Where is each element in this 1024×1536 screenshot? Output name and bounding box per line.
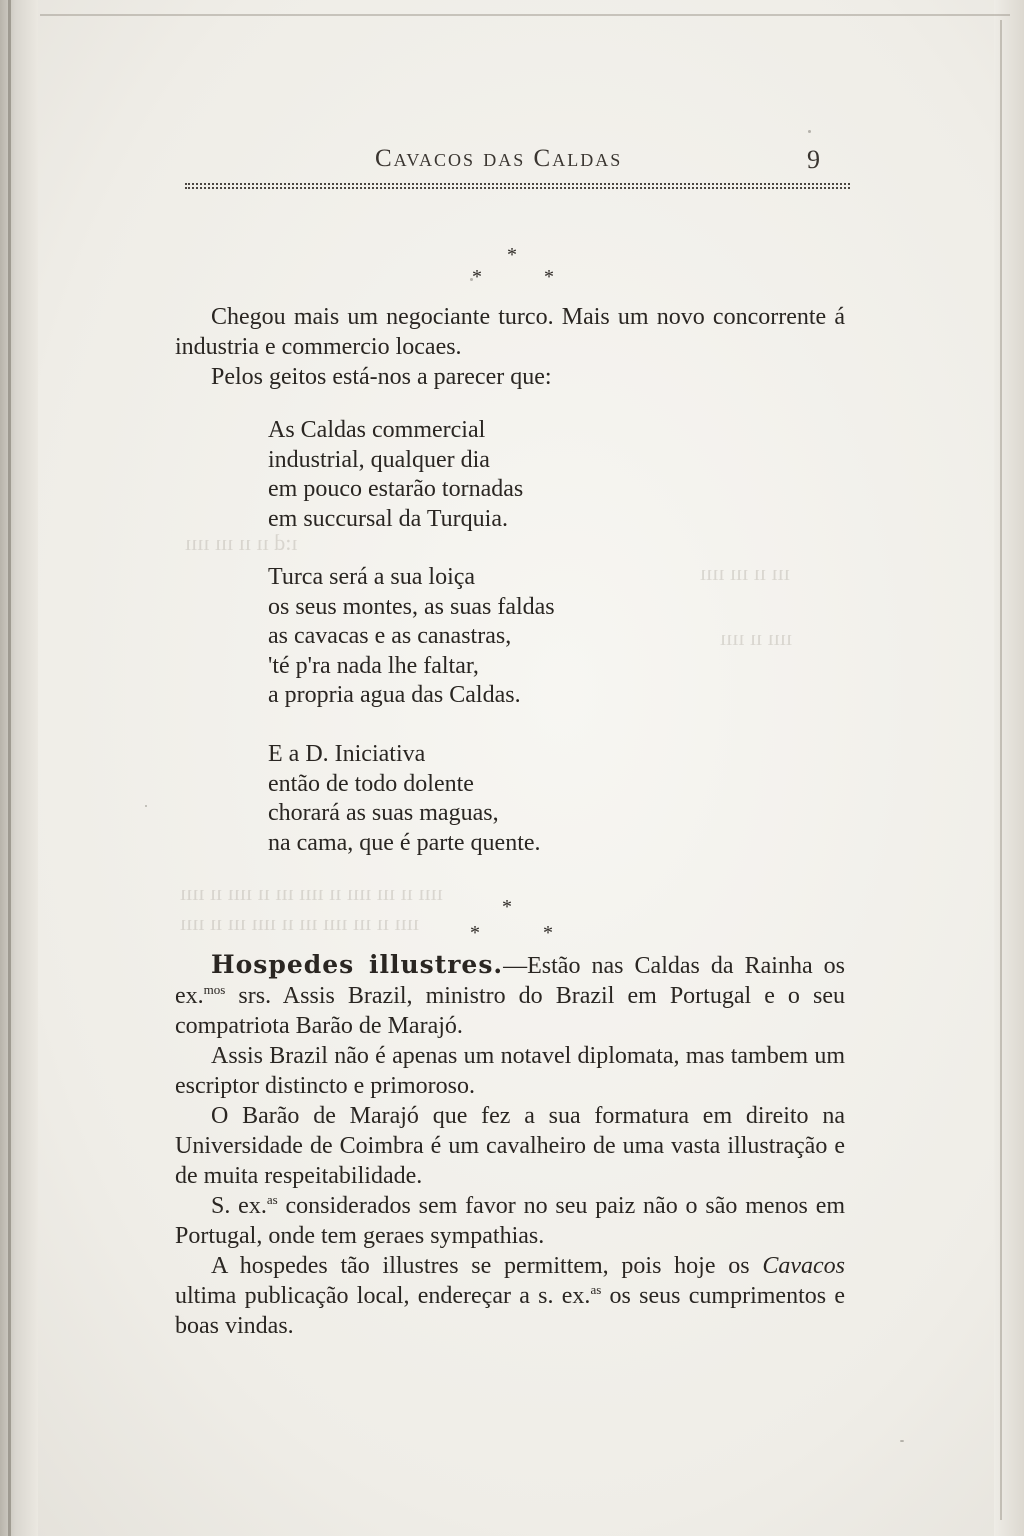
- asterism-star: *: [507, 244, 517, 266]
- verse-line: industrial, qualquer dia: [268, 446, 490, 473]
- header-rule: [185, 183, 850, 189]
- text-run: ultima publicação local, endereçar a s. ex.: [175, 1283, 591, 1309]
- verse-stanza-1: [268, 416, 523, 534]
- page-number: 9: [807, 145, 820, 174]
- verse-stanza-3: [268, 740, 541, 858]
- paper-speck: [900, 1440, 904, 1442]
- paragraph: O Barão de Marajó que fez a sua formatura em direito na Universidade de Coimbra é um cavalheiro de uma vasta illustração e de muita respeitabilidade.: [175, 1103, 845, 1189]
- text-run: considerados sem favor no seu paiz não o são menos em Portugal, onde tem geraes sympathias.: [175, 1193, 846, 1249]
- paragraph: [175, 950, 845, 1041]
- page-right-edge: [994, 0, 1024, 1536]
- asterism-star: *: [502, 896, 512, 918]
- superscript: as: [266, 1192, 278, 1207]
- verse-line: as cavacas e as canastras,: [268, 623, 512, 649]
- show-through-text: ıııı ıı ııı ıııı ıı ıııı ııı ıı ıııı ıı ıııı: [180, 880, 443, 905]
- verse-line: em succursal da Turquia.: [268, 505, 508, 532]
- asterism-star: *: [470, 922, 480, 944]
- verse-line: Turca será a sua loiça: [268, 564, 476, 590]
- superscript: mos: [203, 982, 226, 997]
- asterism-star: *: [544, 266, 554, 288]
- asterism-star: *: [543, 922, 553, 944]
- verse-line: a propria agua das Caldas.: [268, 682, 521, 708]
- show-through-text: ı:d ıı ıı ııı ıııı: [185, 530, 298, 555]
- right-edge-line: [1000, 20, 1002, 1520]
- text-run: —Estão nas Caldas da Rainha os ex.: [175, 953, 845, 1009]
- text-run: srs. Assis Brazil, ministro do Brazil em Portugal e o seu compatriota Barão de Marajó.: [175, 983, 845, 1039]
- show-through-text: ıııı ıı ııı ıııı ııı ıı ıııı ııı ıı ıııı: [180, 910, 419, 935]
- paragraph: Chegou mais um negociante turco. Mais um novo concorrente á industria e commercio locaes.: [175, 304, 845, 360]
- verse-line: 'té p'ra nada lhe faltar,: [268, 652, 479, 679]
- show-through-text: ııı ıı ııı ıııı: [700, 560, 790, 585]
- show-through-text: ıııı ıı ıııı: [720, 625, 793, 650]
- section-heading: Hospedes illustres.: [211, 950, 504, 979]
- section-intro: [175, 302, 845, 392]
- paragraph: Assis Brazil não é apenas um notavel diplomata, mas tambem um escriptor distincto e primoroso.: [175, 1043, 845, 1099]
- running-head-title: Cavacos das Caldas: [375, 145, 623, 172]
- verse-line: As Caldas commercial: [268, 417, 486, 443]
- verse-line: na cama, que é parte quente.: [268, 829, 541, 856]
- page-spine-shadow: [0, 0, 38, 1536]
- superscript: as: [590, 1282, 602, 1297]
- verse-line: chorará as suas maguas,: [268, 800, 499, 826]
- paragraph: Pelos geitos está-nos a parecer que:: [211, 364, 552, 390]
- text-run: os seus cumprimentos e boas vindas.: [175, 1283, 845, 1339]
- verse-line: E a D. Iniciativa: [268, 741, 426, 767]
- paragraph: [175, 1251, 845, 1341]
- italic-title: Cavacos: [762, 1253, 845, 1279]
- asterism-star: *: [472, 266, 482, 288]
- paragraph: [175, 1191, 845, 1251]
- verse-line: em pouco estarão tornadas: [268, 476, 524, 502]
- verse-line: então de todo dolente: [268, 770, 474, 797]
- text-run: S. ex.: [211, 1193, 267, 1219]
- verse-stanza-2: [268, 563, 555, 711]
- text-run: A hospedes tão illustres se permittem, pois hoje os: [211, 1253, 763, 1279]
- paper-speck: [145, 805, 147, 807]
- section-hospedes: [175, 950, 845, 1341]
- page-top-edge: [40, 14, 1010, 16]
- spine-line: [8, 0, 11, 1536]
- running-head: [185, 145, 850, 185]
- verse-line: os seus montes, as suas faldas: [268, 593, 555, 620]
- paper-speck: [808, 130, 811, 133]
